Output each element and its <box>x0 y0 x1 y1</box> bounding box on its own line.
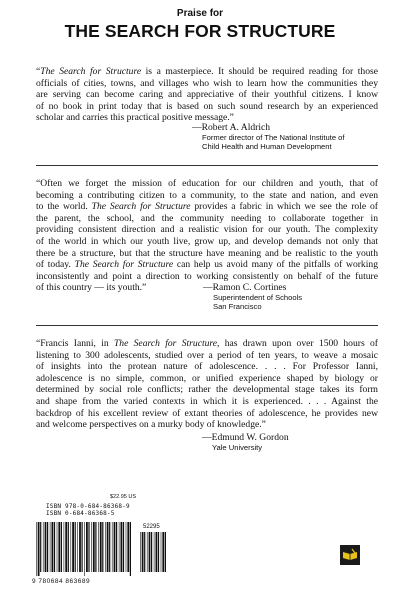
attribution-affiliation-line: Former director of The National Institute of <box>202 133 345 142</box>
quote-line <box>36 408 378 420</box>
quote-line <box>36 236 378 248</box>
quote-text: inconsistently and point a direction to working consistently on behalf of the future <box>36 270 378 282</box>
barcode-bar <box>52 522 54 572</box>
quote-line <box>36 384 378 396</box>
quote-line <box>36 66 378 78</box>
section-divider <box>36 165 378 166</box>
quote-text: officials of cities, towns, and villages who wish to learn how the communities they <box>36 77 378 89</box>
barcode-bar <box>88 522 89 572</box>
quote-text: “Francis Ianni, in <box>36 338 114 349</box>
barcode-bar <box>64 522 65 572</box>
barcode-bar <box>100 522 102 572</box>
barcode-bar <box>79 522 81 572</box>
quote-line <box>36 190 378 202</box>
quote-text: listening to 300 adolescents, studied over a period of ten years, to weave a mosaic <box>36 349 378 361</box>
barcode-digits: 9 780684 863689 <box>32 578 91 585</box>
barcode-bar <box>130 522 131 576</box>
attribution-aldrich <box>192 122 345 151</box>
quote-line <box>36 259 378 271</box>
barcode-bar <box>50 522 51 572</box>
barcode-bar <box>36 522 37 576</box>
attribution-name: —Robert A. Aldrich <box>192 122 271 133</box>
book-title-italic: The Search for Structure <box>74 259 174 271</box>
quote-text: scholar and carries this practical positive message.” <box>36 112 234 124</box>
barcode-bar <box>127 522 129 572</box>
attribution-affiliation-line: Superintendent of Schools <box>213 293 303 302</box>
open-quote-mark: “ <box>36 66 41 77</box>
quote-cortines <box>36 178 378 294</box>
book-title: THE SEARCH FOR STRUCTURE <box>64 21 336 41</box>
barcode-bar <box>58 522 60 572</box>
quote-text: and welcome perspectives on a murky body of knowledge.” <box>36 419 266 431</box>
attribution-gordon <box>202 432 289 452</box>
price-label: $22.95 US <box>110 494 136 500</box>
barcode-bar <box>40 522 41 572</box>
barcode-bar <box>142 532 144 572</box>
barcode-bar <box>84 522 85 576</box>
barcode-bar <box>144 532 145 572</box>
barcode-bar <box>71 522 72 572</box>
quote-text: the parent, the school, and the community needing to collaborate together in <box>36 212 378 224</box>
attribution-affiliation-line: Yale University <box>212 443 263 452</box>
quote-text: of today. <box>36 259 75 271</box>
attribution-name: —Ramon C. Cortines <box>203 282 287 293</box>
barcode-bar <box>61 522 62 572</box>
price-code: 52295 <box>143 524 160 530</box>
attribution-cortines <box>203 282 302 311</box>
barcode-bar <box>98 522 99 572</box>
quote-line <box>36 361 378 373</box>
barcode-block <box>30 494 170 590</box>
quote-gordon <box>36 338 378 431</box>
barcode-bars <box>36 522 168 578</box>
barcode-bar <box>82 522 83 572</box>
quote-text: backdrop of his excellent review of extant theories of adolescence, he provides new <box>36 407 378 419</box>
quote-text: providing consistent direction and a realistic vision for our youth. The complexity <box>36 224 378 236</box>
quote-line <box>36 350 378 362</box>
attribution-affiliation-line: San Francisco <box>213 302 262 311</box>
barcode-bar <box>57 522 58 572</box>
barcode-bar <box>43 522 44 572</box>
barcode-bar <box>154 532 155 572</box>
quote-line <box>36 213 378 225</box>
barcode-bar <box>75 522 76 572</box>
quote-line <box>36 271 378 283</box>
quote-text: , has drawn upon over 1500 hours of <box>217 338 378 349</box>
barcode-bar <box>47 522 48 572</box>
book-title-italic: The Search for Structure <box>40 66 142 77</box>
barcode-bar <box>162 532 164 572</box>
barcode-bar <box>165 532 166 572</box>
barcode-bar <box>109 522 110 572</box>
barcode-bar <box>65 522 67 572</box>
barcode-bar <box>86 522 88 572</box>
quote-line <box>36 224 378 236</box>
quote-text: is a masterpiece. It should be required reading for those <box>141 66 378 77</box>
praise-for-label: Praise for <box>176 8 224 19</box>
barcode-bar <box>114 522 116 572</box>
section-divider <box>36 325 378 326</box>
barcode-bar <box>93 522 95 572</box>
quote-text: of this country — its youth.” <box>36 282 147 294</box>
barcode-bar <box>147 532 148 572</box>
quote-line <box>36 373 378 385</box>
quote-text: there be a structure, but that the structure have meaning and be realistic to the youth <box>36 247 378 259</box>
quote-text: and shape from the varied contexts in which it is experienced. . . . Against the <box>36 395 378 407</box>
quote-text: are serving can become caring and appreciative of their youthful citizens. I know <box>36 89 378 101</box>
barcode-bar <box>54 522 55 572</box>
barcode-bar <box>105 522 106 572</box>
barcode-bar <box>112 522 113 572</box>
barcode-bar <box>156 532 158 572</box>
book-title-italic: The Search for Structure <box>113 338 218 349</box>
quote-line <box>36 338 378 350</box>
barcode-bar <box>116 522 117 572</box>
quote-line <box>36 89 378 101</box>
barcode-bar <box>68 522 69 572</box>
quote-line <box>36 78 378 90</box>
quote-text: adolescence is no simple, common, or unified experience shaped by biology or <box>36 372 378 384</box>
barcode-bar <box>140 532 141 572</box>
barcode-bar <box>107 522 109 572</box>
book-title-italic: The Search for Structure <box>91 201 191 213</box>
barcode-bar <box>126 522 127 572</box>
quote-text: of the world in which our youth live, grow up, and develop demands not only that <box>36 235 378 247</box>
barcode-bar <box>38 522 40 576</box>
quote-text: to the world. <box>36 201 92 213</box>
barcode-bar <box>121 522 123 572</box>
open-book-logo-icon <box>340 545 360 565</box>
quote-line <box>36 248 378 260</box>
barcode-bar <box>102 522 103 572</box>
attribution-affiliation-line: Child Health and Human Development <box>202 142 332 151</box>
quote-text: “Often we forget the mission of education for our children and youth, that of <box>36 178 378 189</box>
barcode-bar <box>72 522 74 572</box>
quote-line <box>36 178 378 190</box>
isbn-13: ISBN 978-0-684-86368-9 <box>46 503 130 510</box>
barcode-bar <box>95 522 96 572</box>
quote-text: becoming a contributing citizen to a community, to the state and nation, and even <box>36 189 378 201</box>
barcode-bar <box>119 522 120 572</box>
quote-line <box>36 419 378 431</box>
quote-line <box>36 201 378 213</box>
quote-text: of no book in print today that is based on such sound research by an experienced <box>36 100 378 112</box>
attribution-name: —Edmund W. Gordon <box>202 432 289 443</box>
barcode-bar <box>149 532 151 572</box>
quote-aldrich <box>36 66 378 124</box>
barcode-bar <box>91 522 92 572</box>
barcode-bar <box>77 522 78 572</box>
barcode-bar <box>158 532 159 572</box>
quote-text: provides a fabric in which we see the role of <box>190 201 378 213</box>
barcode-bar <box>161 532 162 572</box>
barcode-bar <box>45 522 47 572</box>
barcode-bar <box>151 532 152 572</box>
isbn-10: ISBN 0-684-86368-5 <box>46 510 115 517</box>
quote-line <box>36 101 378 113</box>
quote-text: of insights into the protean nature of adolescence. . . . For Professor Ianni, <box>36 361 378 373</box>
quote-line <box>36 396 378 408</box>
quote-text: can help us avoid many of the pitfalls of working <box>173 259 378 271</box>
barcode-bar <box>123 522 124 572</box>
quote-text: determined by social role conflicts; rather the developmental stage takes its form <box>36 384 378 396</box>
